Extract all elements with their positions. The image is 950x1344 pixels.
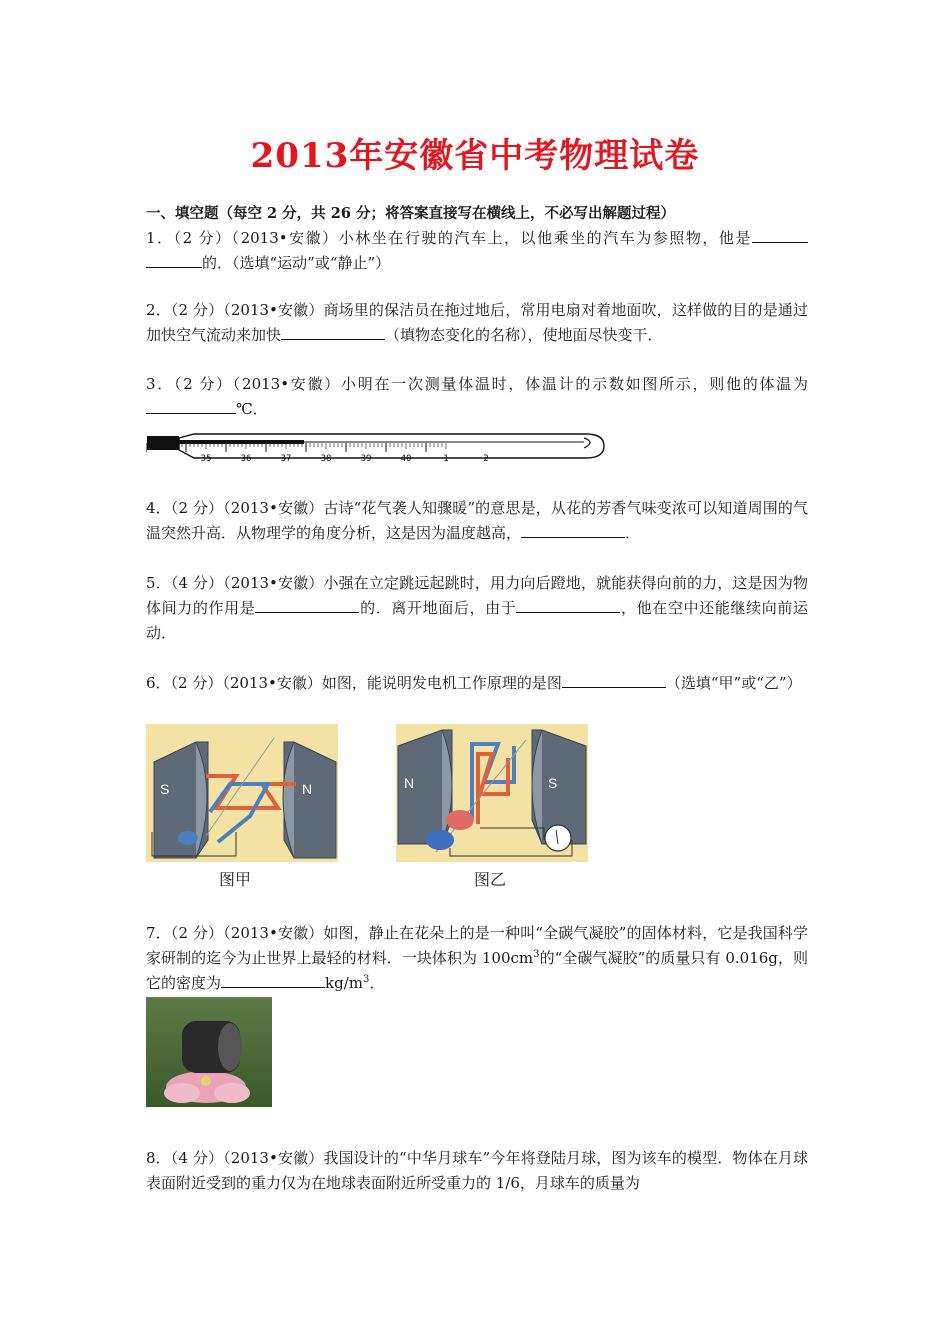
question-3: [146, 372, 808, 422]
question-7: [146, 921, 808, 996]
question-7-text-mid: 的“全碳气凝胶”的质量只有 0.016g，则它的密度为: [146, 949, 808, 992]
question-7-text: 7．（2 分）（2013•安徽）如图，静止在花朵上的是一种叫“全碳气凝胶”的固体材料，它是我国科学家研制的迄今为止世界上最轻的材料．一块体积为 100cm: [146, 924, 808, 967]
scale-tick-label: 2: [483, 454, 489, 464]
question-5-text-mid: 的．离开地面后，由于: [359, 599, 517, 617]
question-7-text-tail: ．: [369, 974, 385, 992]
pole-label: S: [160, 781, 170, 797]
question-6-text-tail: （选填“甲”或“乙”）: [665, 674, 802, 692]
question-5-text-tail: ，他在空中还能继续向前运动．: [146, 599, 808, 642]
question-8: [146, 1146, 808, 1196]
scale-tick-label: 38: [320, 454, 332, 464]
figure-yi: [396, 724, 588, 862]
aerogel-photo: [146, 997, 272, 1107]
question-6: [146, 671, 808, 696]
scale-tick-label: 39: [360, 454, 372, 464]
pole-label: N: [404, 775, 415, 791]
superscript: 3: [533, 949, 540, 960]
answer-blank[interactable]: [562, 671, 666, 688]
answer-blank[interactable]: [521, 521, 625, 538]
slip-ring-red: [446, 810, 474, 830]
thermometer-figure: [146, 426, 606, 466]
question-5: [146, 571, 808, 646]
pole-label: S: [548, 775, 558, 791]
answer-blank[interactable]: [146, 251, 202, 268]
answer-blank[interactable]: [255, 596, 359, 613]
figure-jia: [146, 724, 338, 862]
figure-caption: 图甲: [219, 870, 252, 889]
pole-label: N: [302, 781, 313, 797]
question-3-text: 3．（2 分）（2013•安徽）小明在一次测量体温时，体温计的示数如图所示，则他的体温为: [146, 375, 808, 393]
unit-label: kg/m: [325, 974, 363, 992]
answer-blank[interactable]: [221, 971, 325, 988]
superscript: 3: [362, 974, 370, 985]
scale-tick-label: 35: [200, 454, 212, 464]
question-2-text: 2．（2 分）（2013•安徽）商场里的保洁员在拖过地后，常用电扇对着地面吹，这样做的目的是通过加快空气流动来加快: [146, 301, 808, 344]
aerogel-face: [218, 1023, 242, 1071]
figure-caption: 图乙: [474, 870, 507, 889]
question-4-text: 4．（2 分）（2013•安徽）古诗“花气袭人知骤暖”的意思是，从花的芳香气味变浓可以知道周围的气温突然升高．从物理学的角度分析，这是因为温度越高，: [146, 499, 808, 542]
question-1-text: 1．（2 分）（2013•安徽）小林坐在行驶的汽车上，以他乘坐的汽车为参照物，他是: [146, 229, 752, 247]
question-1-text-tail: 的．（选填“运动”或“静止”）: [202, 254, 391, 272]
scale-tick-label: 36: [240, 454, 252, 464]
answer-blank[interactable]: [752, 226, 808, 243]
slip-ring-blue: [426, 830, 454, 850]
question-2-text-tail: （填物态变化的名称），使地面尽快变干．: [385, 326, 663, 344]
scale-tick-label: 37: [280, 454, 292, 464]
question-2: [146, 298, 808, 348]
answer-blank[interactable]: [146, 397, 236, 414]
scale-tick-label: 1: [443, 454, 449, 464]
answer-blank[interactable]: [281, 323, 385, 340]
question-4-text-tail: ．: [625, 524, 641, 542]
answer-blank[interactable]: [516, 596, 620, 613]
question-8-text: 8．（4 分）（2013•安徽）我国设计的“中华月球车”今年将登陆月球，图为该车的模型．物体在月球表面附近受到的重力仅为在地球表面附近所受重力的 1/6，月球车的质量为: [146, 1149, 808, 1192]
galvanometer: [545, 825, 571, 851]
section-heading: 一、填空题（每空 2 分，共 26 分；将答案直接写在横线上，不必写出解题过程）: [146, 205, 675, 222]
question-3-text-tail: ℃．: [236, 400, 268, 418]
flower-petal: [164, 1083, 200, 1103]
flower-center: [201, 1076, 211, 1086]
question-4: [146, 496, 808, 546]
flower-petal: [214, 1083, 250, 1103]
question-6-text: 6．（2 分）（2013•安徽）如图，能说明发电机工作原理的是图: [146, 674, 562, 692]
scale-tick-label: 40: [400, 454, 412, 464]
question-5-text: 5．（4 分）（2013•安徽）小强在立定跳远起跳时，用力向后蹬地，就能获得向前的力，这是因为物体间力的作用是: [146, 574, 808, 617]
page-title: 2013年安徽省中考物理试卷: [250, 136, 700, 176]
slip-ring: [178, 831, 198, 845]
question-1: [146, 226, 808, 276]
